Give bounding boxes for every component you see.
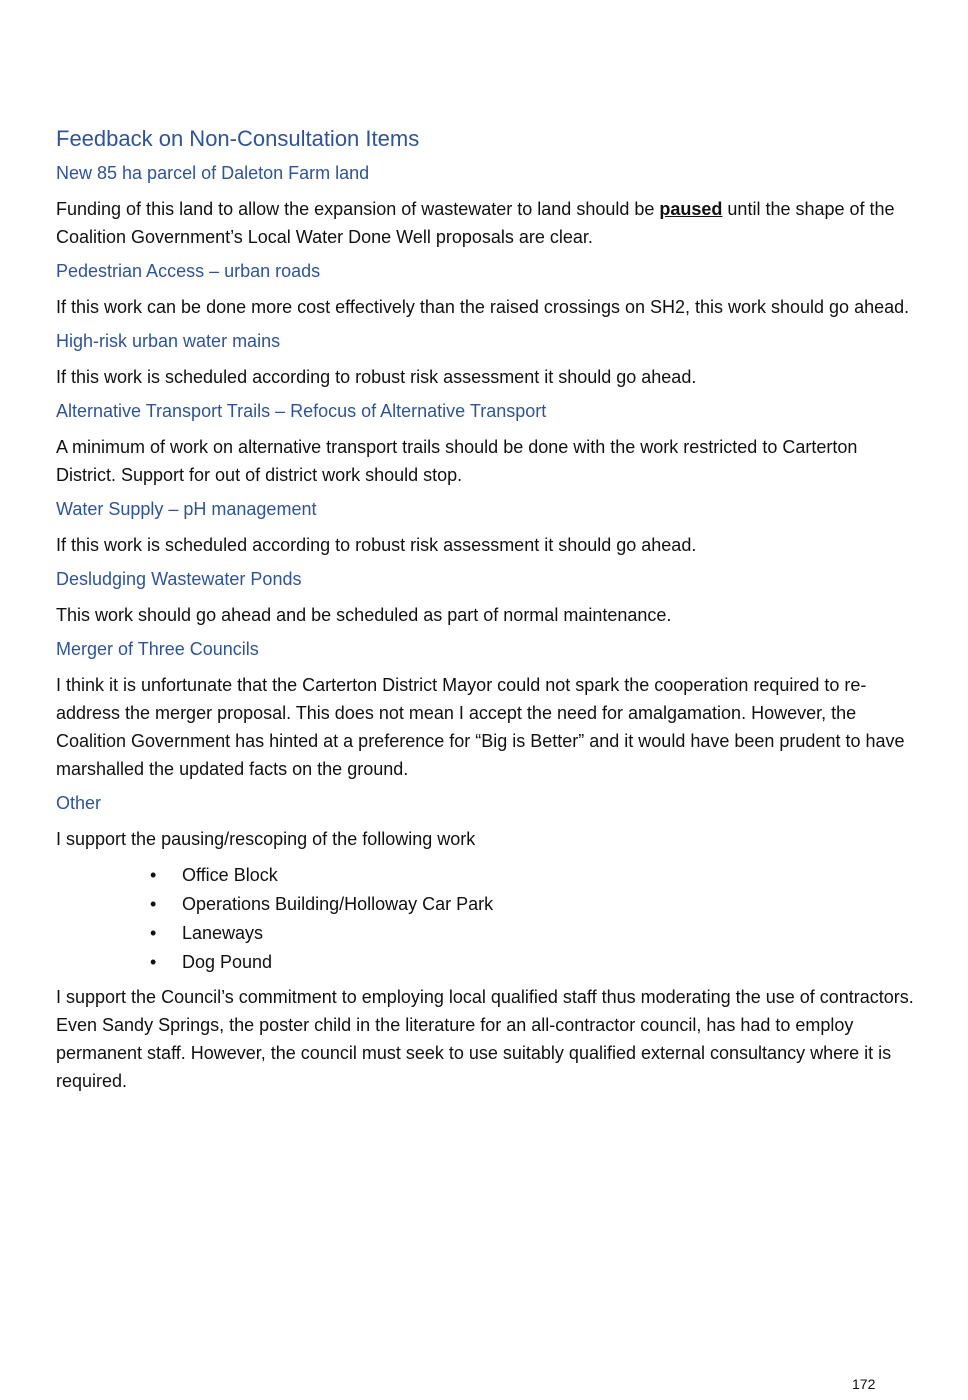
section-title-other: Other [56,793,102,813]
section-text-transport-trails: A minimum of work on alternative transport trails should be done with the work restricted to Carterton District. Support for out of district work should stop. [56,437,858,485]
section-title-water-mains: High-risk urban water mains [56,331,281,351]
page-number: 172 [852,1376,876,1392]
document-body [56,124,916,1103]
section-text-daleton [56,195,916,251]
section-title-transport-trails: Alternative Transport Trails – Refocus of Alternative Transport [56,401,547,421]
list-item: • Operations Building/Holloway Car Park [182,890,916,919]
section-title-pedestrian: Pedestrian Access – urban roads [56,261,321,281]
text-after-emphasis: until the shape of the Coalition Government’s Local Water Done Well proposals are clear. [56,199,895,247]
list-item: • Dog Pound [182,948,916,977]
other-closing: I support the Council’s commitment to employing local qualified staff thus moderating the use of contractors. Even Sandy Springs, the poster child in the literature for an all-contractor council, has had to employ permanent staff. However, the council must seek to use suitably qualified external consultancy where it is required. [56,987,914,1091]
list-item: • Laneways [182,919,916,948]
page-heading: Feedback on Non-Consultation Items [56,126,420,151]
section-title-desludging: Desludging Wastewater Ponds [56,569,302,589]
section-text-ph-management: If this work is scheduled according to robust risk assessment it should go ahead. [56,535,697,555]
section-title-ph-management: Water Supply – pH management [56,499,317,519]
pause-list [56,861,916,977]
emphasis-paused: paused [659,199,723,219]
section-text-water-mains: If this work is scheduled according to robust risk assessment it should go ahead. [56,367,697,387]
section-text-pedestrian: If this work can be done more cost effectively than the raised crossings on SH2, this work should go ahead. [56,297,910,317]
text-before-emphasis: Funding of this land to allow the expansion of wastewater to land should be [56,199,660,219]
section-title-daleton: New 85 ha parcel of Daleton Farm land [56,163,370,183]
section-title-merger: Merger of Three Councils [56,639,259,659]
other-intro: I support the pausing/rescoping of the following work [56,829,476,849]
section-text-desludging: This work should go ahead and be scheduled as part of normal maintenance. [56,605,672,625]
section-text-merger: I think it is unfortunate that the Carterton District Mayor could not spark the cooperation required to re-address the merger proposal. This does not mean I accept the need for amalgamation. However, the Coalition Government has hinted at a preference for “Big is Better” and it would have been prudent to have marshalled the updated facts on the ground. [56,675,905,779]
list-item: • Office Block [182,861,916,890]
